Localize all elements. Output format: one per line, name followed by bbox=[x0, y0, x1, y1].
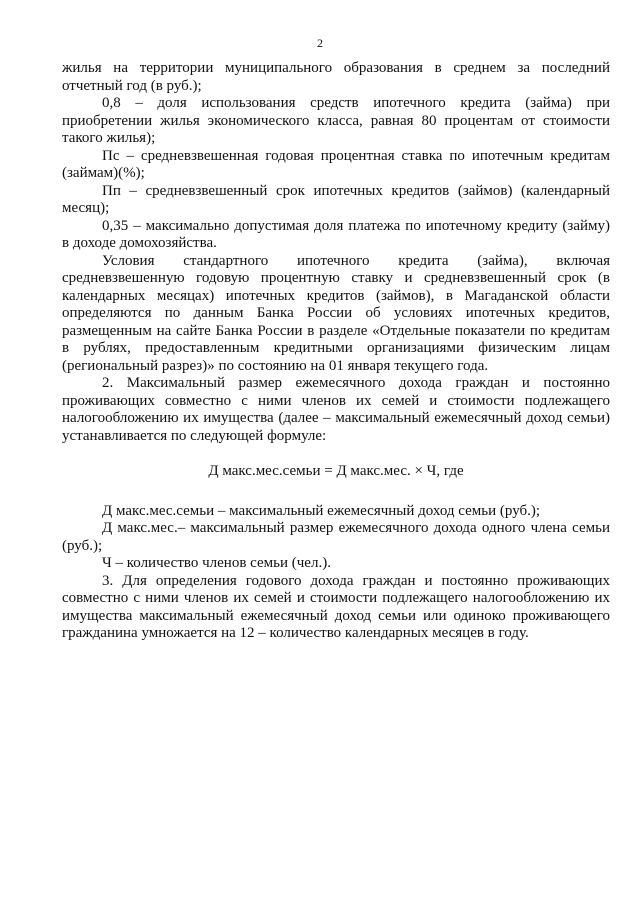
paragraph-def-member-count: Ч – количество членов семьи (чел.). bbox=[102, 555, 331, 571]
paragraph-continuation: жилья на территории муниципального образования в среднем за последний отчетный год (в руб.); bbox=[62, 60, 610, 94]
paragraph-section-2: 2. Максимальный размер ежемесячного дохода граждан и постоянно проживающих совместно с ними членов их семей и стоимости подлежащего налогообложению их имущества (далее – максимальный ежемесячный доход семьи) устанавливается по следующей формуле: bbox=[62, 375, 610, 444]
formula: Д макс.мес.семьи = Д макс.мес. × Ч, где bbox=[208, 463, 464, 479]
document-body bbox=[62, 60, 610, 643]
paragraph-def-family-income: Д макс.мес.семьи – максимальный ежемесячный доход семьи (руб.); bbox=[102, 502, 541, 519]
paragraph-mortgage-conditions: Условия стандартного ипотечного кредита (займа), включая средневзвешенную годовую процентную ставку и средневзвешенный срок (в календарных месяцах) ипотечных кредитов (займов), в Магаданской области определяются по данным Банка России об условиях ипотечных кредитов, размещенным на сайте Банка России в разделе «Отдельные показатели по кредитам в рублях, предоставленным кредитными организациями физическим лицам (региональный разрез)» по состоянию на 01 января текущего года. bbox=[62, 252, 610, 374]
paragraph-def-member-income: Д макс.мес.– максимальный размер ежемесячного дохода одного члена семьи (руб.); bbox=[62, 520, 610, 554]
page-number: 2 bbox=[317, 36, 323, 50]
paragraph-rate-pc: Пс – средневзвешенная годовая процентная ставка по ипотечным кредитам (займам)(%); bbox=[62, 147, 610, 181]
paragraph-coefficient-0-35: 0,35 – максимально допустимая доля платежа по ипотечному кредиту (займу) в доходе домохозяйства. bbox=[62, 217, 610, 251]
paragraph-coefficient-0-8: 0,8 – доля использования средств ипотечного кредита (займа) при приобретении жилья экономического класса, равная 80 процентам от стоимости такого жилья); bbox=[62, 95, 610, 146]
paragraph-section-3: 3. Для определения годового дохода граждан и постоянно проживающих совместно с ними членов их семей и стоимости подлежащего налогообложению их имущества максимальный ежемесячный доход семьи или одиноко проживающего гражданина умножается на 12 – количество календарных месяцев в году. bbox=[62, 572, 610, 641]
paragraph-term-pp: Пп – средневзвешенный срок ипотечных кредитов (займов) (календарный месяц); bbox=[62, 182, 610, 216]
